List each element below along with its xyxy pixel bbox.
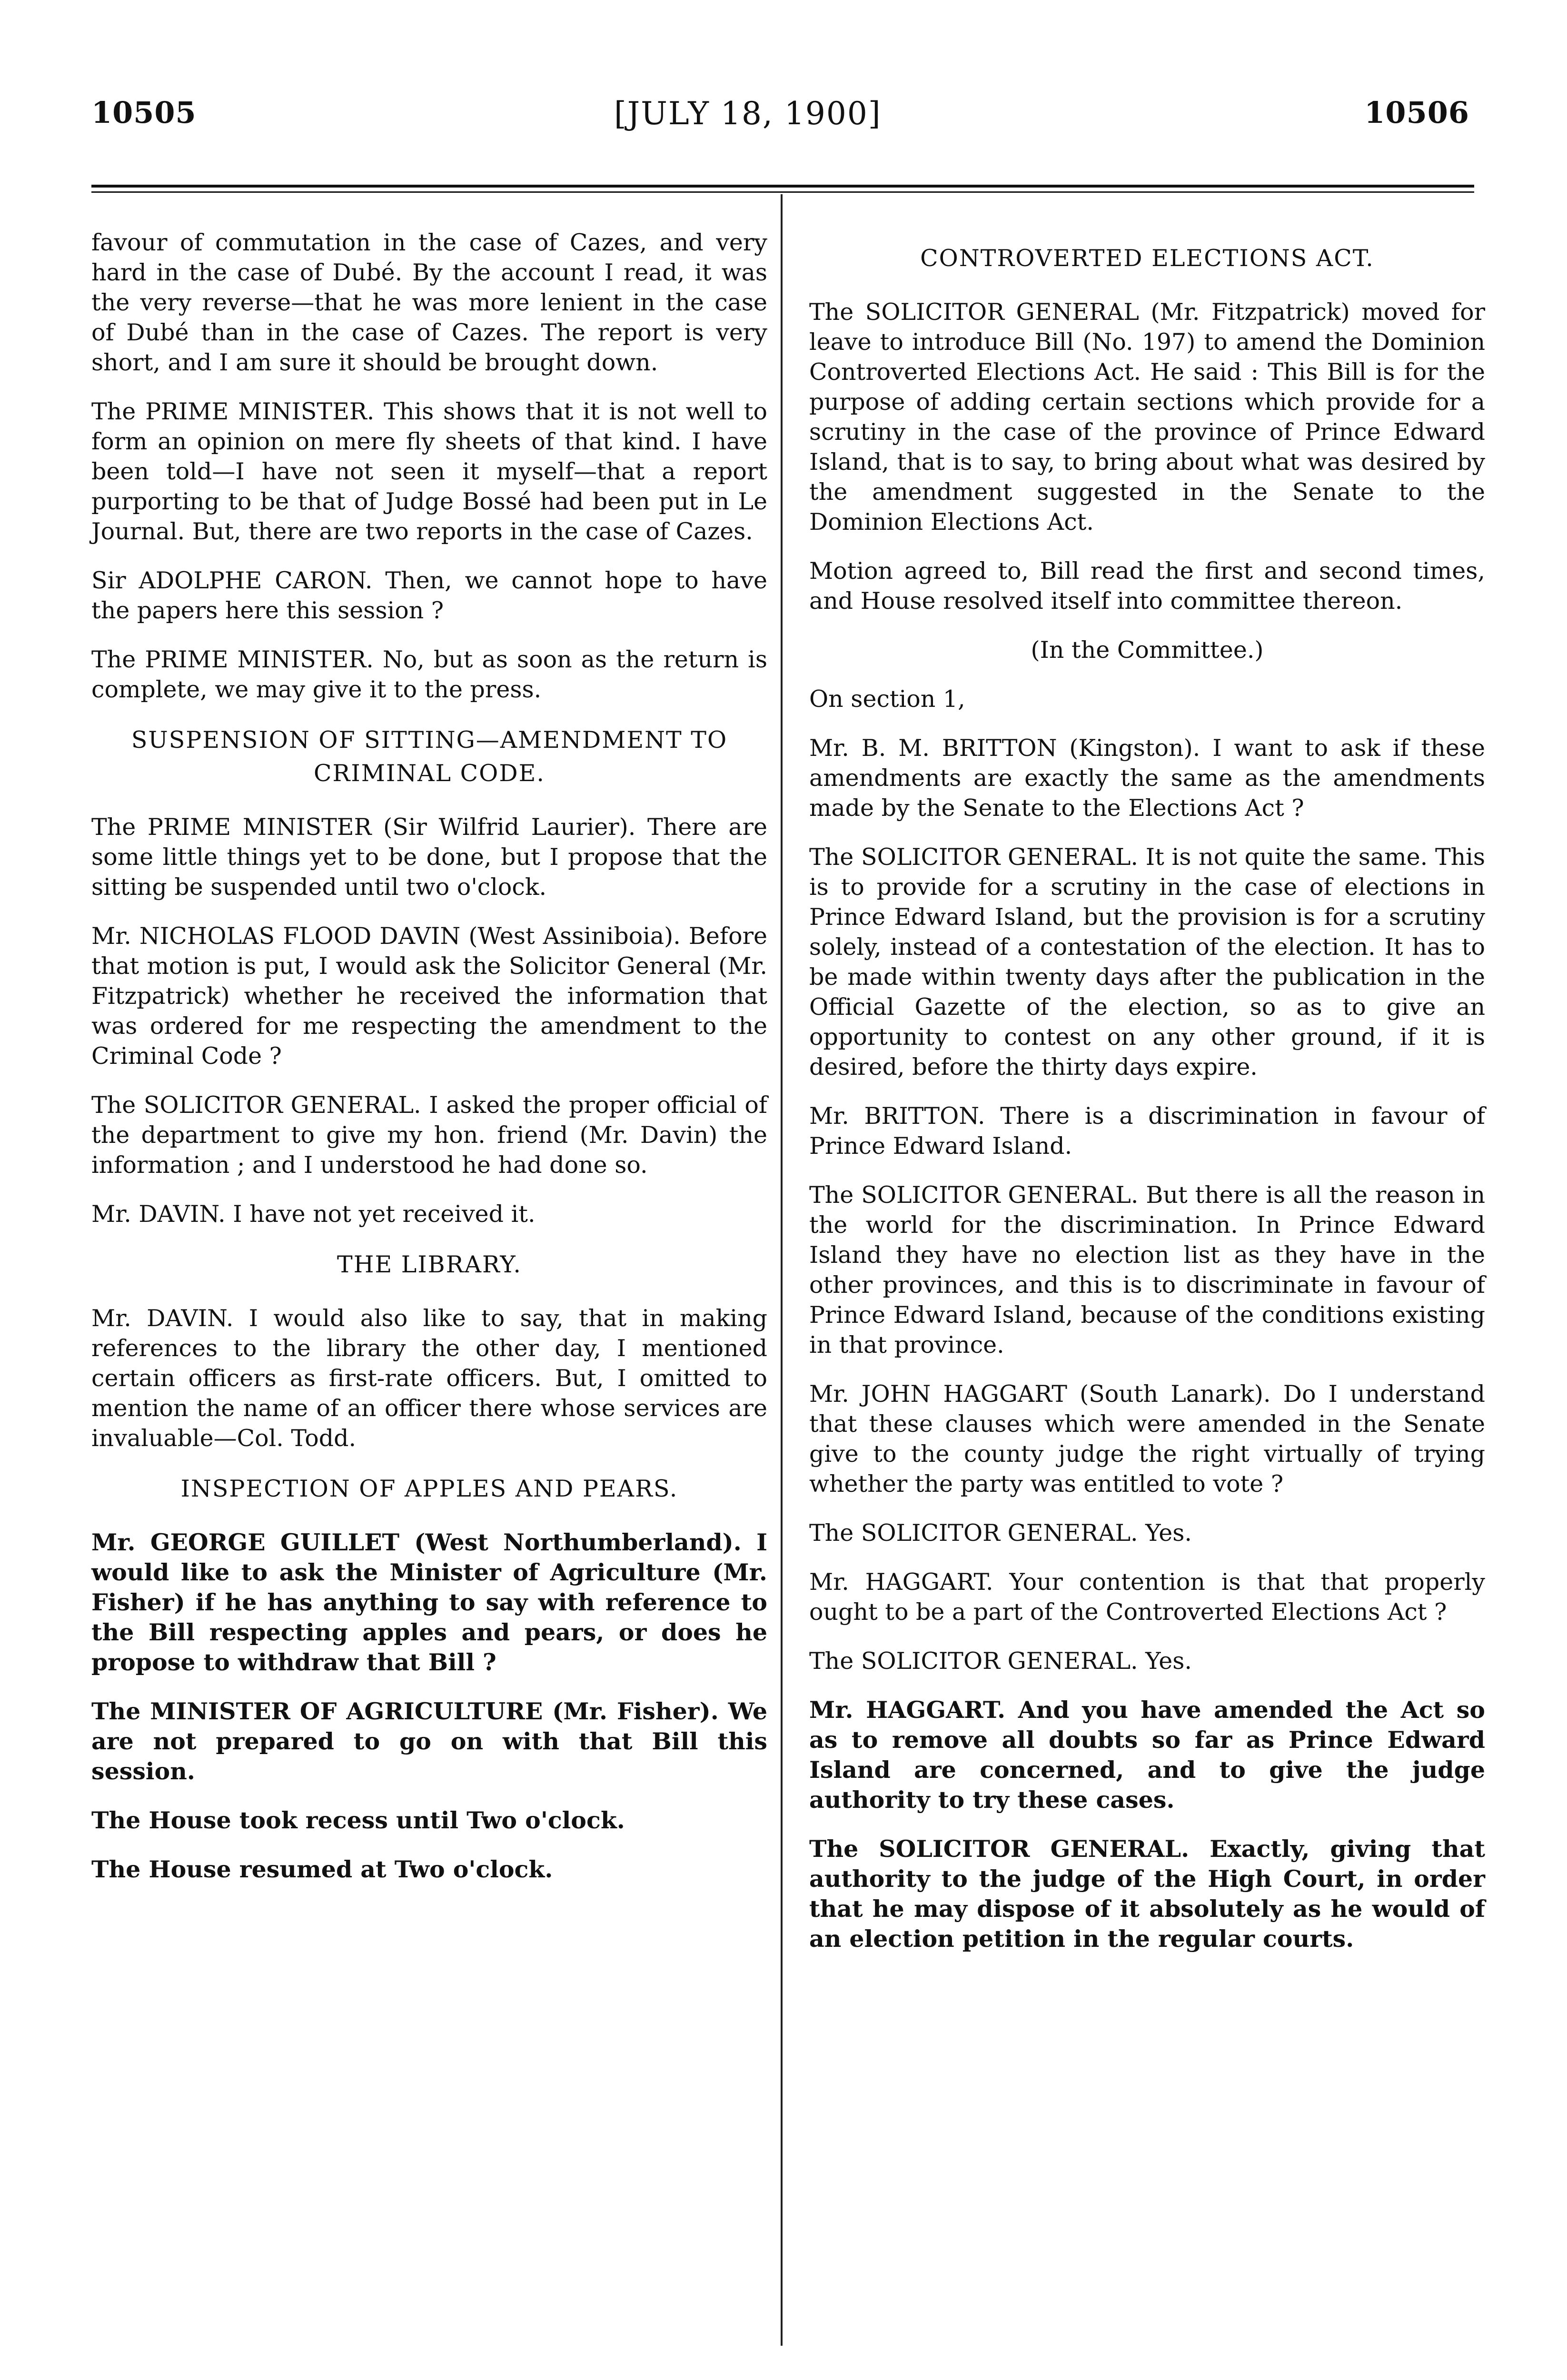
paragraph: The SOLICITOR GENERAL. Yes. <box>809 1647 1192 1675</box>
paragraph: Mr. BRITTON. There is a discrimination in favour of Prince Edward Island. <box>809 1102 1485 1160</box>
page-date: [JULY 18, 1900] <box>614 95 882 132</box>
paragraph: The SOLICITOR GENERAL (Mr. Fitzpatrick) moved for leave to introduce Bill (No. 197) to amend the Dominion Controverted Elections Act. He said : This Bill is for the purpose of adding certain sections which provide for a scrutiny in the case of the province of Prince Edward Island, that is to say, to bring about what was desired by the amendment suggested in the Senate to the Dominion Elections Act. <box>809 298 1485 536</box>
paragraph: The PRIME MINISTER (Sir Wilfrid Laurier). There are some little things yet to be done, but I propose that the sitting be suspended until two o'clock. <box>91 813 767 901</box>
column-divider <box>781 194 783 2346</box>
paragraph: Mr. HAGGART. And you have amended the Act so as to remove all doubts so far as Prince Edward Island are concerned, and to give the judge authority to try these cases. <box>809 1696 1485 1814</box>
paragraph: favour of commutation in the case of Cazes, and very hard in the case of Dubé. By the account I read, it was the very reverse—that he was more lenient in the case of Dubé than in the case of Cazes. The report is very short, and I am sure it should be brought down. <box>91 229 767 376</box>
committee-note: (In the Committee.) <box>1031 636 1264 664</box>
paragraph: Mr. B. M. BRITTON (Kingston). I want to ask if these amendments are exactly the same as the amendments made by the Senate to the Elections Act ? <box>809 734 1485 822</box>
paragraph: The SOLICITOR GENERAL. But there is all the reason in the world for the discrimination. In Prince Edward Island they have no election list as they have in the other provinces, and this is to discriminate in favour of Prince Edward Island, because of the conditions existing in that province. <box>809 1181 1485 1359</box>
paragraph: On section 1, <box>809 685 965 713</box>
page-number-left: 10505 <box>91 95 197 130</box>
paragraph: The SOLICITOR GENERAL. Exactly, giving that authority to the judge of the High Court, in order that he may dispose of it absolutely as he would of an election petition in the regular courts. <box>809 1835 1485 1953</box>
left-column <box>91 228 767 1904</box>
paragraph: The PRIME MINISTER. This shows that it is not well to form an opinion on mere fly sheets of that kind. I have been told—I have not seen it myself—that a report purporting to be that of Judge Bossé had been put in Le Journal. But, there are two reports in the case of Cazes. <box>91 398 767 545</box>
paragraph: Sir ADOLPHE CARON. Then, we cannot hope to have the papers here this session ? <box>91 567 767 624</box>
page-header <box>0 0 1567 181</box>
paragraph: Mr. HAGGART. Your contention is that that properly ought to be a part of the Controverted Elections Act ? <box>809 1568 1485 1626</box>
paragraph: The MINISTER OF AGRICULTURE (Mr. Fisher). We are not prepared to go on with that Bill this session. <box>91 1697 767 1785</box>
right-column <box>809 228 1485 1973</box>
section-heading: CONTROVERTED ELECTIONS ACT. <box>920 245 1374 272</box>
paragraph: The House took recess until Two o'clock. <box>91 1806 625 1834</box>
section-heading: INSPECTION OF APPLES AND PEARS. <box>180 1475 678 1502</box>
paragraph: Motion agreed to, Bill read the first and second times, and House resolved itself into committee thereon. <box>809 557 1485 615</box>
paragraph: Mr. DAVIN. I would also like to say, that in making references to the library the other day, I mentioned certain officers as first-rate officers. But, I omitted to mention the name of an officer there whose services are invaluable—Col. Todd. <box>91 1305 767 1452</box>
paragraph: Mr. GEORGE GUILLET (West Northumberland). I would like to ask the Minister of Agriculture (Mr. Fisher) if he has anything to say with reference to the Bill respecting apples and pears, or does he propose to withdraw that Bill ? <box>91 1528 767 1676</box>
paragraph: The SOLICITOR GENERAL. It is not quite the same. This is to provide for a scrutiny in the case of elections in Prince Edward Island, but the provision is for a scrutiny solely, instead of a contestation of the election. It has to be made within twenty days after the publication in the Official Gazette of the election, so as to give an opportunity to contest on any other ground, if it is desired, before the thirty days expire. <box>809 843 1485 1081</box>
paragraph: Mr. DAVIN. I have not yet received it. <box>91 1200 536 1228</box>
header-rule-thick <box>91 185 1474 188</box>
paragraph: The House resumed at Two o'clock. <box>91 1855 553 1883</box>
paragraph: The SOLICITOR GENERAL. I asked the proper official of the department to give my hon. friend (Mr. Davin) the information ; and I understood he had done so. <box>91 1091 767 1179</box>
section-heading: SUSPENSION OF SITTING—AMENDMENT TO CRIMINAL CODE. <box>131 726 728 787</box>
paragraph: Mr. NICHOLAS FLOOD DAVIN (West Assiniboia). Before that motion is put, I would ask the Solicitor General (Mr. Fitzpatrick) whether he received the information that was ordered for me respecting the amendment to the Criminal Code ? <box>91 922 767 1070</box>
section-heading: THE LIBRARY. <box>337 1251 522 1278</box>
paragraph: The SOLICITOR GENERAL. Yes. <box>809 1519 1192 1547</box>
header-rule-thin <box>91 191 1474 193</box>
page-number-right: 10506 <box>1364 95 1469 130</box>
paragraph: Mr. JOHN HAGGART (South Lanark). Do I understand that these clauses which were amended in the Senate give to the county judge the right virtually of trying whether the party was entitled to vote ? <box>809 1380 1485 1497</box>
paragraph: The PRIME MINISTER. No, but as soon as the return is complete, we may give it to the press. <box>91 646 767 703</box>
